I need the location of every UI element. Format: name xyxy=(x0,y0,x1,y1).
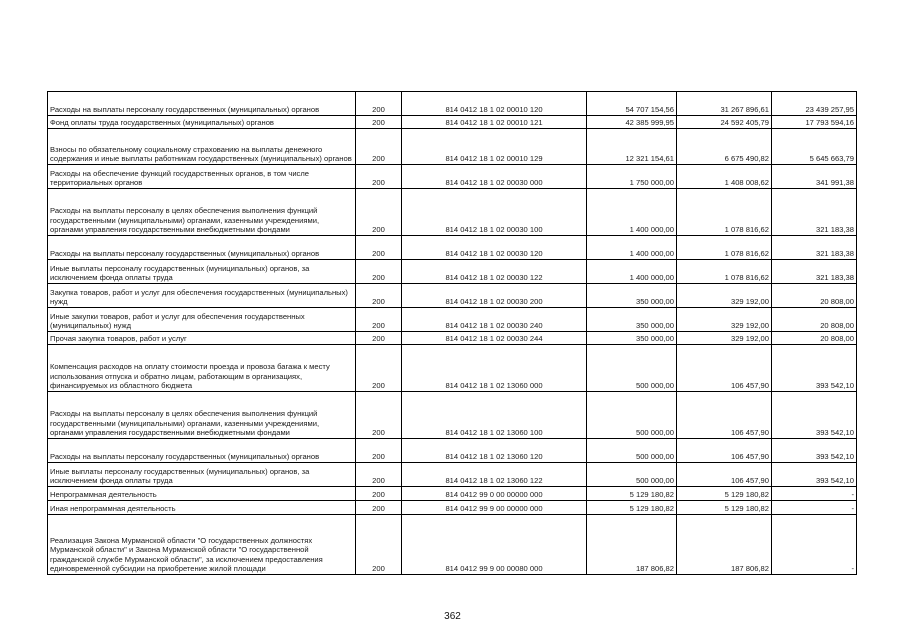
approved-amount-cell: 1 400 000,00 xyxy=(587,236,677,260)
approved-amount-cell: 1 400 000,00 xyxy=(587,260,677,284)
expense-name-cell: Закупка товаров, работ и услуг для обеспечения государственных (муниципальных) нужд xyxy=(48,284,356,308)
expense-name-cell: Взносы по обязательному социальному страхованию на выплаты денежного содержания и иные выплаты работникам государственных (муниципальных) органов xyxy=(48,129,356,165)
classification-code-cell: 814 0412 99 9 00 00000 000 xyxy=(402,501,587,515)
expense-name-cell: Иные выплаты персоналу государственных (муниципальных) органов, за исключением фонда оплаты труда xyxy=(48,260,356,284)
expense-name-cell: Прочая закупка товаров, работ и услуг xyxy=(48,332,356,345)
classification-code-cell: 814 0412 18 1 02 00030 240 xyxy=(402,308,587,332)
approved-amount-cell: 350 000,00 xyxy=(587,284,677,308)
budget-level-cell: 200 xyxy=(356,501,402,515)
table-row xyxy=(48,487,857,501)
unexecuted-amount-cell: - xyxy=(772,501,857,515)
budget-level-cell: 200 xyxy=(356,189,402,236)
executed-amount-cell: 187 806,82 xyxy=(677,515,772,575)
expense-name-cell: Компенсация расходов на оплату стоимости проезда и провоза багажа к месту использования отпуска и обратно лицам, работающим в организациях, финансируемых из областного бюджета xyxy=(48,345,356,392)
classification-code-cell: 814 0412 99 9 00 00080 000 xyxy=(402,515,587,575)
classification-code-cell: 814 0412 18 1 02 00030 244 xyxy=(402,332,587,345)
approved-amount-cell: 54 707 154,56 xyxy=(587,92,677,116)
budget-execution-table xyxy=(47,91,857,575)
approved-amount-cell: 1 750 000,00 xyxy=(587,165,677,189)
classification-code-cell: 814 0412 18 1 02 13060 000 xyxy=(402,345,587,392)
approved-amount-cell: 500 000,00 xyxy=(587,463,677,487)
table-row xyxy=(48,116,857,129)
executed-amount-cell: 1 408 008,62 xyxy=(677,165,772,189)
approved-amount-cell: 350 000,00 xyxy=(587,308,677,332)
budget-level-cell: 200 xyxy=(356,439,402,463)
executed-amount-cell: 329 192,00 xyxy=(677,284,772,308)
unexecuted-amount-cell: 20 808,00 xyxy=(772,308,857,332)
classification-code-cell: 814 0412 18 1 02 00010 129 xyxy=(402,129,587,165)
budget-level-cell: 200 xyxy=(356,236,402,260)
expense-name-cell: Иные закупки товаров, работ и услуг для обеспечения государственных (муниципальных) нужд xyxy=(48,308,356,332)
page-number: 362 xyxy=(444,611,461,622)
expense-name-cell: Фонд оплаты труда государственных (муниципальных) органов xyxy=(48,116,356,129)
executed-amount-cell: 106 457,90 xyxy=(677,439,772,463)
executed-amount-cell: 1 078 816,62 xyxy=(677,236,772,260)
table-row xyxy=(48,236,857,260)
unexecuted-amount-cell: 321 183,38 xyxy=(772,236,857,260)
budget-level-cell: 200 xyxy=(356,332,402,345)
unexecuted-amount-cell: 393 542,10 xyxy=(772,345,857,392)
budget-level-cell: 200 xyxy=(356,284,402,308)
classification-code-cell: 814 0412 18 1 02 00030 000 xyxy=(402,165,587,189)
unexecuted-amount-cell: 321 183,38 xyxy=(772,260,857,284)
budget-level-cell: 200 xyxy=(356,92,402,116)
executed-amount-cell: 106 457,90 xyxy=(677,345,772,392)
table-row xyxy=(48,165,857,189)
expense-name-cell: Расходы на выплаты персоналу государственных (муниципальных) органов xyxy=(48,439,356,463)
classification-code-cell: 814 0412 18 1 02 13060 122 xyxy=(402,463,587,487)
table-row xyxy=(48,439,857,463)
unexecuted-amount-cell: 5 645 663,79 xyxy=(772,129,857,165)
unexecuted-amount-cell: 321 183,38 xyxy=(772,189,857,236)
unexecuted-amount-cell: - xyxy=(772,515,857,575)
unexecuted-amount-cell: 20 808,00 xyxy=(772,332,857,345)
classification-code-cell: 814 0412 99 0 00 00000 000 xyxy=(402,487,587,501)
expense-name-cell: Расходы на выплаты персоналу государственных (муниципальных) органов xyxy=(48,236,356,260)
executed-amount-cell: 5 129 180,82 xyxy=(677,501,772,515)
executed-amount-cell: 5 129 180,82 xyxy=(677,487,772,501)
table-row xyxy=(48,260,857,284)
executed-amount-cell: 106 457,90 xyxy=(677,463,772,487)
budget-level-cell: 200 xyxy=(356,392,402,439)
classification-code-cell: 814 0412 18 1 02 00010 120 xyxy=(402,92,587,116)
budget-level-cell: 200 xyxy=(356,116,402,129)
unexecuted-amount-cell: 393 542,10 xyxy=(772,392,857,439)
table-row xyxy=(48,308,857,332)
table-row xyxy=(48,463,857,487)
unexecuted-amount-cell: 23 439 257,95 xyxy=(772,92,857,116)
approved-amount-cell: 5 129 180,82 xyxy=(587,501,677,515)
budget-level-cell: 200 xyxy=(356,463,402,487)
executed-amount-cell: 24 592 405,79 xyxy=(677,116,772,129)
executed-amount-cell: 329 192,00 xyxy=(677,332,772,345)
table-row xyxy=(48,501,857,515)
budget-level-cell: 200 xyxy=(356,165,402,189)
approved-amount-cell: 500 000,00 xyxy=(587,439,677,463)
classification-code-cell: 814 0412 18 1 02 13060 120 xyxy=(402,439,587,463)
expense-name-cell: Расходы на выплаты персоналу в целях обеспечения выполнения функций государственными (муниципальными) органами, казенными учреждениями, органами управления государственными внебюджетными фондами xyxy=(48,189,356,236)
table-row xyxy=(48,284,857,308)
budget-level-cell: 200 xyxy=(356,515,402,575)
unexecuted-amount-cell: 393 542,10 xyxy=(772,463,857,487)
unexecuted-amount-cell: 20 808,00 xyxy=(772,284,857,308)
unexecuted-amount-cell: - xyxy=(772,487,857,501)
budget-level-cell: 200 xyxy=(356,129,402,165)
classification-code-cell: 814 0412 18 1 02 00010 121 xyxy=(402,116,587,129)
classification-code-cell: 814 0412 18 1 02 00030 100 xyxy=(402,189,587,236)
approved-amount-cell: 42 385 999,95 xyxy=(587,116,677,129)
executed-amount-cell: 106 457,90 xyxy=(677,392,772,439)
classification-code-cell: 814 0412 18 1 02 13060 100 xyxy=(402,392,587,439)
budget-level-cell: 200 xyxy=(356,308,402,332)
expense-name-cell: Расходы на выплаты персоналу в целях обеспечения выполнения функций государственными (муниципальными) органами, казенными учреждениями, органами управления государственными внебюджетными фондами xyxy=(48,392,356,439)
approved-amount-cell: 350 000,00 xyxy=(587,332,677,345)
unexecuted-amount-cell: 393 542,10 xyxy=(772,439,857,463)
approved-amount-cell: 500 000,00 xyxy=(587,345,677,392)
expense-name-cell: Иные выплаты персоналу государственных (муниципальных) органов, за исключением фонда оплаты труда xyxy=(48,463,356,487)
executed-amount-cell: 6 675 490,82 xyxy=(677,129,772,165)
classification-code-cell: 814 0412 18 1 02 00030 120 xyxy=(402,236,587,260)
table-row xyxy=(48,92,857,116)
budget-level-cell: 200 xyxy=(356,487,402,501)
unexecuted-amount-cell: 341 991,38 xyxy=(772,165,857,189)
executed-amount-cell: 329 192,00 xyxy=(677,308,772,332)
approved-amount-cell: 1 400 000,00 xyxy=(587,189,677,236)
classification-code-cell: 814 0412 18 1 02 00030 200 xyxy=(402,284,587,308)
table-row xyxy=(48,189,857,236)
expense-name-cell: Расходы на обеспечение функций государственных органов, в том числе территориальных органов xyxy=(48,165,356,189)
classification-code-cell: 814 0412 18 1 02 00030 122 xyxy=(402,260,587,284)
approved-amount-cell: 187 806,82 xyxy=(587,515,677,575)
approved-amount-cell: 5 129 180,82 xyxy=(587,487,677,501)
executed-amount-cell: 31 267 896,61 xyxy=(677,92,772,116)
budget-level-cell: 200 xyxy=(356,260,402,284)
expense-name-cell: Реализация Закона Мурманской области "О государственных должностях Мурманской области" и Закона Мурманской области "О государственной гражданской службе Мурманской области", за исключением предоставления единовременной субсидии на приобретение жилой площади xyxy=(48,515,356,575)
table-body xyxy=(48,92,857,575)
table-row xyxy=(48,332,857,345)
approved-amount-cell: 12 321 154,61 xyxy=(587,129,677,165)
approved-amount-cell: 500 000,00 xyxy=(587,392,677,439)
executed-amount-cell: 1 078 816,62 xyxy=(677,189,772,236)
expense-name-cell: Расходы на выплаты персоналу государственных (муниципальных) органов xyxy=(48,92,356,116)
table-row xyxy=(48,345,857,392)
table-row xyxy=(48,129,857,165)
expense-name-cell: Непрограммная деятельность xyxy=(48,487,356,501)
executed-amount-cell: 1 078 816,62 xyxy=(677,260,772,284)
table-row xyxy=(48,515,857,575)
budget-level-cell: 200 xyxy=(356,345,402,392)
expense-name-cell: Иная непрограммная деятельность xyxy=(48,501,356,515)
table-row xyxy=(48,392,857,439)
unexecuted-amount-cell: 17 793 594,16 xyxy=(772,116,857,129)
